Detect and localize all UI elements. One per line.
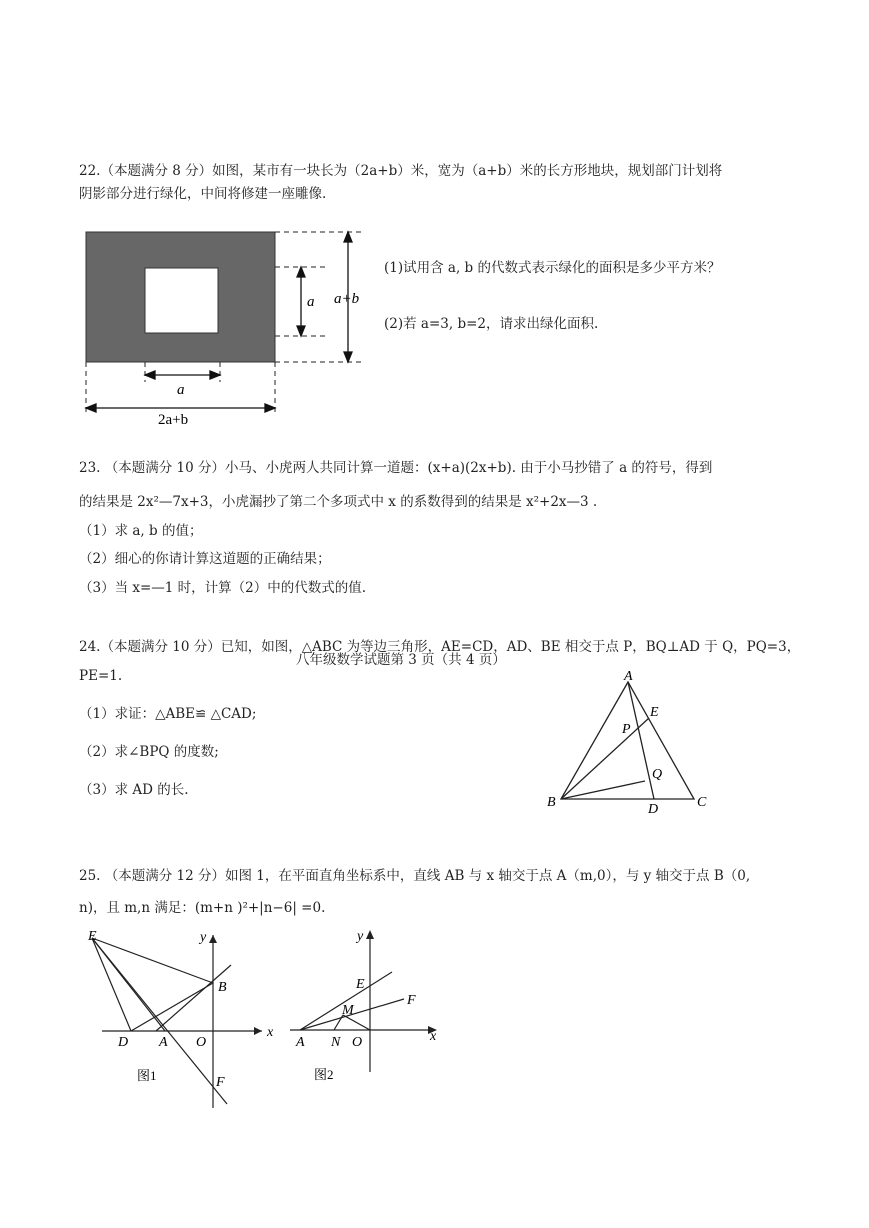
fig1-label-y: y <box>200 930 207 945</box>
fig1-label-A: A <box>159 1035 168 1050</box>
fig2-label-M: M <box>342 1003 354 1018</box>
fig2-label-N: N <box>331 1035 341 1050</box>
q24-triangle-figure <box>540 665 720 815</box>
fig2-label-F: F <box>407 993 416 1008</box>
point-C: C <box>697 795 707 810</box>
q22-sub1: (1)试用含 a, b 的代数式表示绿化的面积是多少平方米？ <box>384 260 721 276</box>
q23-sub3: （3）当 x=—1 时，计算（2）中的代数式的值. <box>79 580 367 596</box>
fig2-label-E: E <box>356 977 365 992</box>
fig2-label-O: O <box>352 1035 363 1050</box>
fig2-label-y: y <box>357 929 364 944</box>
fig2-caption: 图2 <box>314 1067 334 1082</box>
point-D: D <box>648 802 659 815</box>
q22-line1: 22.（本题满分 8 分）如图，某市有一块长为（2a+b）米，宽为（a+b）米的长方形地块，规划部门计划将 <box>79 163 723 179</box>
fig1-label-B: B <box>218 980 227 995</box>
fig1-label-E: E <box>88 929 97 944</box>
statue-square <box>145 268 218 333</box>
q25-figure-2 <box>285 925 455 1085</box>
q24-line2: PE=1. <box>79 668 123 684</box>
q22-sub2: (2)若 a=3, b=2，请求出绿化面积. <box>384 316 599 332</box>
q24-sub2: （2）求∠BPQ 的度数; <box>79 744 219 760</box>
q25-figure-1 <box>80 925 290 1110</box>
q23-sub2: （2）细心的你请计算这道题的正确结果； <box>79 551 331 567</box>
fig1-label-D: D <box>118 1035 129 1050</box>
q23-sub1: （1）求 a, b 的值； <box>79 523 203 539</box>
point-Q: Q <box>652 767 663 782</box>
label-inner-height: a <box>307 294 315 310</box>
fig1-label-F: F <box>216 1075 225 1090</box>
fig2-label-x: x <box>430 1029 437 1044</box>
label-outer-width: 2a+b <box>158 412 189 424</box>
q23-line2: 的结果是 2x²—7x+3，小虎漏抄了第二个多项式中 x 的系数得到的结果是 x²+2x—3 . <box>79 494 598 510</box>
fig1-label-x: x <box>267 1025 274 1040</box>
fig2-label-A: A <box>296 1035 305 1050</box>
q24-sub1: （1）求证：△ABE≌ △CAD; <box>79 706 257 722</box>
q25-line2: n)，且 m,n 满足：(m+n )²+|n−6| =0. <box>79 900 326 916</box>
label-outer-height: a+b <box>334 291 360 307</box>
q24-sub3: （3）求 AD 的长. <box>79 782 189 798</box>
point-A: A <box>624 669 633 684</box>
fig1-caption: 图1 <box>137 1068 157 1083</box>
q23-line1: 23. （本题满分 10 分）小马、小虎两人共同计算一道题：(x+a)(2x+b). 由于小马抄错了 a 的符号，得到 <box>79 460 713 476</box>
q22-figure <box>80 224 380 424</box>
point-B: B <box>547 795 556 810</box>
label-inner-width: a <box>177 382 185 398</box>
q25-line1: 25. （本题满分 12 分）如图 1，在平面直角坐标系中，直线 AB 与 x 轴交于点 A（m,0），与 y 轴交于点 B（0, <box>79 868 751 884</box>
point-E: E <box>650 705 659 720</box>
page-footer-overlay: 八年级数学试题第 3 页（共 4 页） <box>296 652 506 668</box>
fig1-label-O: O <box>196 1035 207 1050</box>
point-P: P <box>622 722 631 737</box>
q24-line1: 24.（本题满分 10 分）已知，如图，△ABC 为等边三角形，AE=CD，AD、BE 相交于点 P，BQ⊥AD 于 Q，PQ=3， <box>79 639 801 655</box>
q22-line2: 阴影部分进行绿化，中间将修建一座雕像. <box>79 186 327 202</box>
